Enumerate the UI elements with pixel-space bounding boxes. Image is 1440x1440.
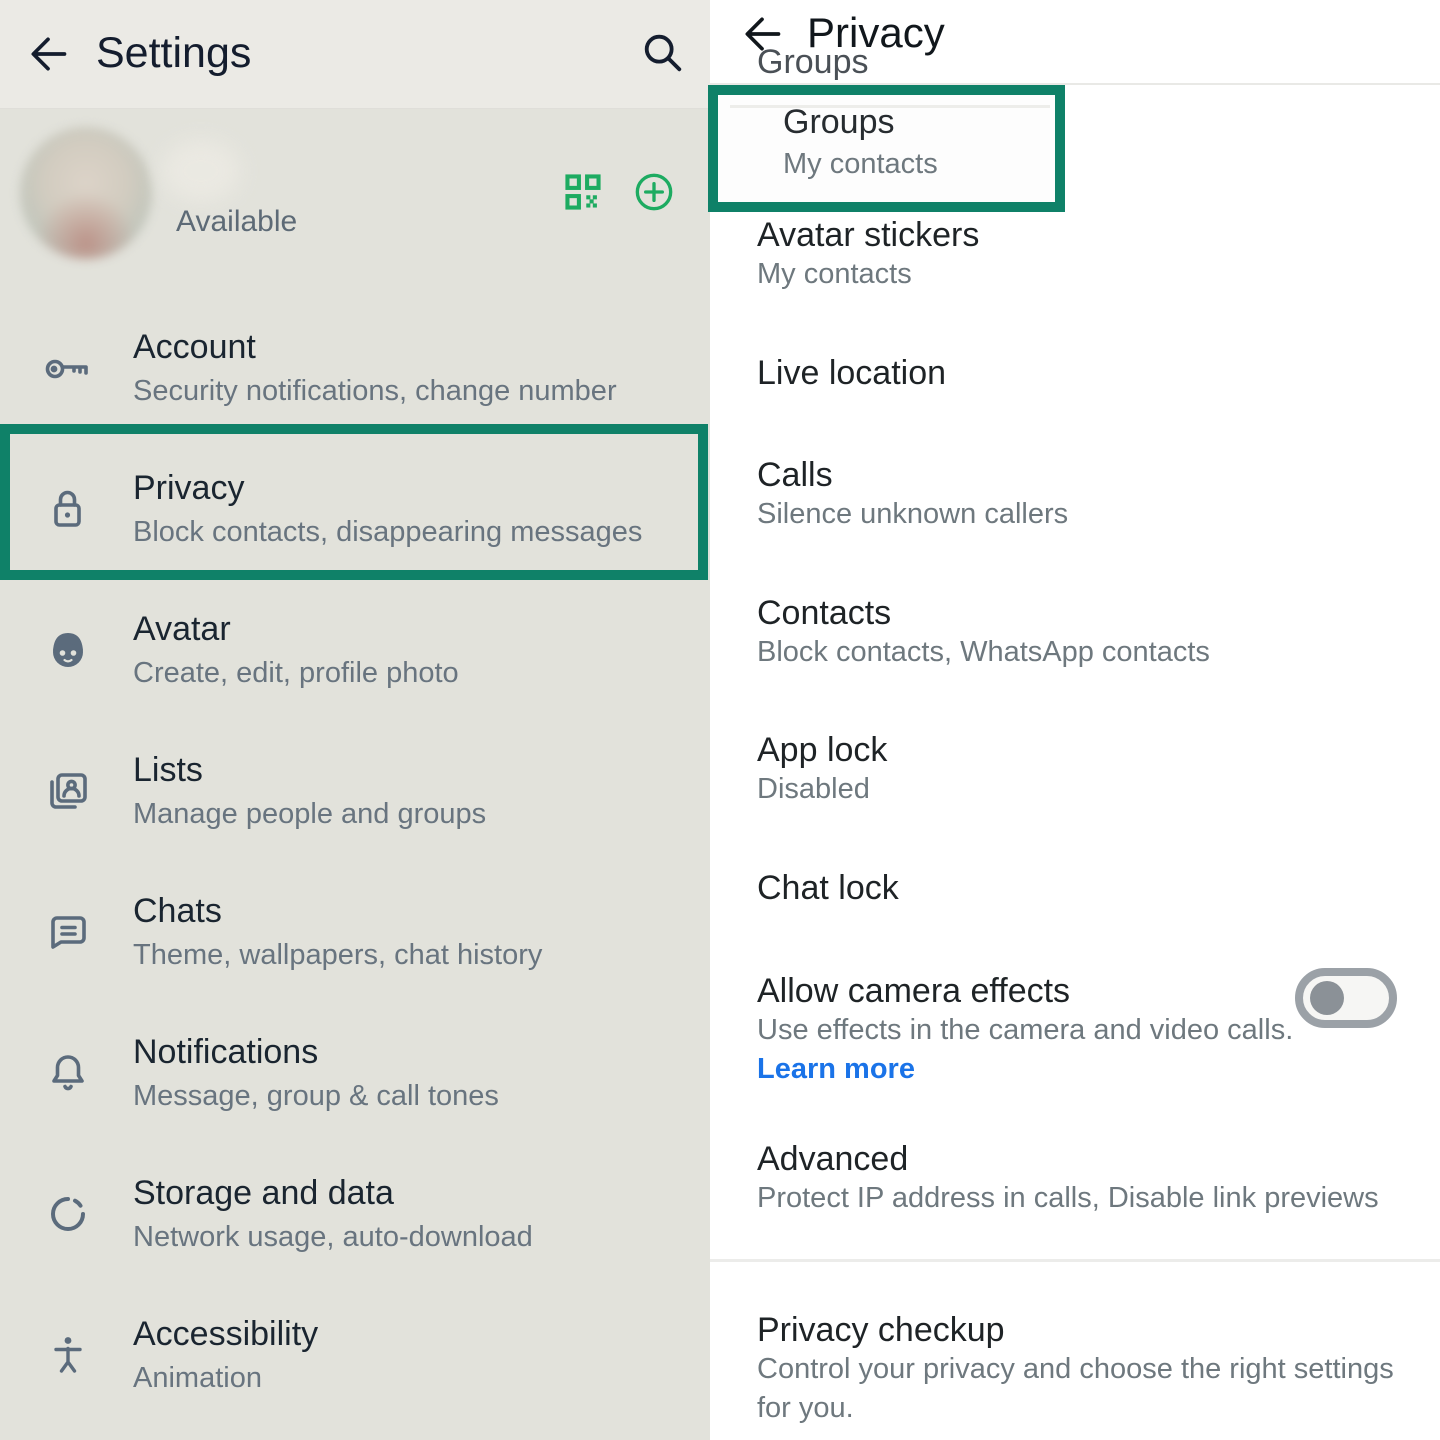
item-subtitle: Create, edit, profile photo bbox=[133, 657, 459, 689]
item-title: Notifications bbox=[133, 1033, 319, 1071]
item-title: Account bbox=[133, 328, 256, 366]
item-description: Use effects in the camera and video calls. bbox=[757, 1014, 1294, 1046]
item-value: Silence unknown callers bbox=[757, 498, 1069, 530]
item-title: Privacy checkup bbox=[757, 1311, 1005, 1349]
settings-title: Settings bbox=[96, 29, 252, 77]
item-value: Protect IP address in calls, Disable link previews bbox=[757, 1182, 1379, 1214]
data-circle-icon bbox=[43, 1189, 93, 1239]
item-value: My contacts bbox=[757, 258, 912, 290]
section-divider bbox=[710, 1259, 1440, 1262]
item-title: Chat lock bbox=[757, 869, 899, 907]
settings-item-notifications[interactable] bbox=[133, 1032, 693, 1116]
settings-item-lists[interactable] bbox=[133, 750, 693, 834]
privacy-item-advanced[interactable] bbox=[757, 1139, 1417, 1218]
groups-highlight-annotation[interactable] bbox=[708, 85, 1065, 212]
privacy-item-contacts[interactable] bbox=[757, 593, 1417, 672]
camera-effects-toggle[interactable] bbox=[1295, 968, 1397, 1028]
contact-card-icon bbox=[43, 766, 93, 816]
qr-code-icon[interactable] bbox=[565, 174, 601, 210]
settings-screen bbox=[0, 0, 710, 1440]
settings-item-privacy[interactable] bbox=[133, 468, 693, 552]
profile-status: Available bbox=[176, 205, 298, 238]
clipped-item-remnant: Groups bbox=[757, 43, 869, 81]
item-title: Contacts bbox=[757, 594, 892, 632]
item-subtitle: Theme, wallpapers, chat history bbox=[133, 939, 543, 971]
item-subtitle: Message, group & call tones bbox=[133, 1080, 499, 1112]
privacy-title: Privacy bbox=[807, 9, 945, 56]
item-subtitle: Block contacts, disappearing messages bbox=[133, 516, 643, 548]
avatar-face-icon bbox=[43, 625, 93, 675]
item-title: Storage and data bbox=[133, 1174, 394, 1212]
lock-icon bbox=[43, 484, 93, 534]
item-title: Groups bbox=[783, 103, 895, 141]
item-value: Block contacts, WhatsApp contacts bbox=[757, 636, 1210, 668]
privacy-item-calls[interactable] bbox=[757, 455, 1417, 534]
item-title: Advanced bbox=[757, 1140, 909, 1178]
item-title: Live location bbox=[757, 354, 947, 392]
settings-item-avatar[interactable] bbox=[133, 609, 693, 693]
profile-name-redacted bbox=[162, 140, 240, 202]
item-title: App lock bbox=[757, 731, 888, 769]
settings-item-chats[interactable] bbox=[133, 891, 693, 975]
settings-item-storage[interactable] bbox=[133, 1173, 693, 1257]
item-subtitle: Security notifications, change number bbox=[133, 375, 617, 407]
settings-item-accessibility[interactable] bbox=[133, 1314, 693, 1398]
key-icon bbox=[43, 343, 93, 393]
item-title: Lists bbox=[133, 751, 203, 789]
item-title: Accessibility bbox=[133, 1315, 319, 1353]
privacy-item-avatar-stickers[interactable] bbox=[757, 215, 1417, 294]
privacy-screen bbox=[710, 0, 1440, 1440]
bell-icon bbox=[43, 1048, 93, 1098]
toggle-thumb bbox=[1310, 981, 1344, 1015]
learn-more-link[interactable]: Learn more bbox=[757, 1053, 915, 1085]
item-title: Avatar bbox=[133, 610, 231, 648]
search-icon[interactable] bbox=[640, 30, 686, 76]
add-status-icon[interactable] bbox=[634, 172, 674, 212]
item-value: Disabled bbox=[757, 773, 870, 805]
item-subtitle: Animation bbox=[133, 1362, 262, 1394]
privacy-item-live-location[interactable] bbox=[757, 353, 1417, 393]
profile-avatar[interactable] bbox=[20, 127, 152, 259]
item-title: Avatar stickers bbox=[757, 216, 980, 254]
chat-bubble-icon bbox=[43, 907, 93, 957]
item-title: Allow camera effects bbox=[757, 972, 1071, 1010]
item-subtitle: Network usage, auto-download bbox=[133, 1221, 533, 1253]
back-arrow-icon[interactable] bbox=[26, 32, 70, 76]
item-title: Chats bbox=[133, 892, 222, 930]
item-subtitle: Manage people and groups bbox=[133, 798, 487, 830]
privacy-item-chat-lock[interactable] bbox=[757, 868, 1417, 908]
item-title: Privacy bbox=[133, 469, 245, 507]
item-title: Calls bbox=[757, 456, 833, 494]
item-value: My contacts bbox=[783, 148, 938, 180]
settings-item-account[interactable] bbox=[133, 327, 693, 411]
privacy-item-privacy-checkup[interactable] bbox=[757, 1310, 1417, 1428]
item-description: Control your privacy and choose the right settings for you. bbox=[757, 1353, 1394, 1424]
privacy-item-app-lock[interactable] bbox=[757, 730, 1417, 809]
accessibility-person-icon bbox=[43, 1330, 93, 1380]
